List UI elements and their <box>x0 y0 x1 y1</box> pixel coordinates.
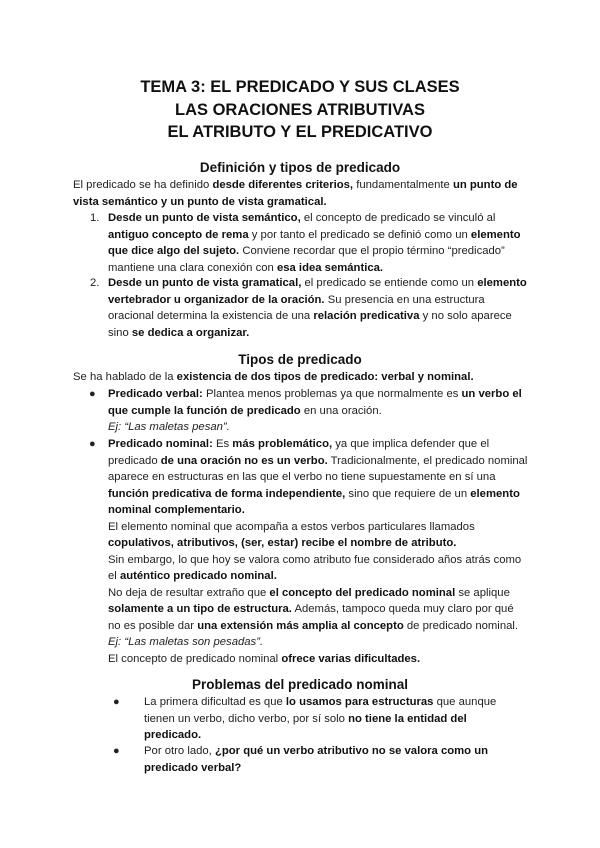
nominal-paragraph-4: No deja de resultar extraño que el concepto del predicado nominal se aplique solamente a un tipo de estructura. Además, tampoco queda muy claro por qué no es posible dar una extensión más amplia al concepto de predicado nominal. Ej: “Las maletas son pesadas”. <box>108 586 519 648</box>
list-item-verbo-atributivo: Por otro lado, ¿por qué un verbo atributivo no se valora como un predicado verbal? <box>144 745 489 774</box>
list-item-semantico: Desde un punto de vista semántico, el concepto de predicado se vinculó al antiguo concepto de rema y por tanto el predicado se definió como un elemento que dice algo del sujeto. Conviene recordar que el propio término “predicado” mantiene una clara conexión con esa idea semántica. <box>108 212 521 274</box>
list-item-gramatical: Desde un punto de vista gramatical, el predicado se entiende como un elemento vertebrador u organizador de la oración. Su presencia en una estructura oracional determina la existencia de una relación predicativa y no solo aparece sino se dedica a organizar. <box>108 277 527 339</box>
list-number-2: 2. <box>90 277 100 289</box>
list-item-primera-dificultad: La primera dificultad es que lo usamos para estructuras que aunque tienen un verbo, dicho verbo, por sí solo no tiene la entidad del predicado. <box>144 696 497 741</box>
document-title-line-1: TEMA 3: EL PREDICADO Y SUS CLASES <box>140 78 460 96</box>
document-title-line-3: EL ATRIBUTO Y EL PREDICATIVO <box>167 123 433 141</box>
list-number-1: 1. <box>90 212 100 224</box>
bullet-icon: ● <box>113 696 120 708</box>
section-heading-problemas: Problemas del predicado nominal <box>191 677 409 692</box>
bullet-icon: ● <box>89 438 96 450</box>
section-heading-definicion: Definición y tipos de predicado <box>199 160 401 175</box>
bullet-icon: ● <box>89 388 96 400</box>
document-title-line-2: LAS ORACIONES ATRIBUTIVAS <box>175 101 425 119</box>
list-item-predicado-nominal <box>108 436 528 667</box>
nominal-paragraph-1: Predicado nominal: Es más problemático, ya que implica defender que el predicado de una oración no es un verbo. Tradicionalmente, el predicado nominal aparece en estructuras en las que el verbo no tiene supuestamente en sí una función predicativa de forma independiente, sino que requiere de un elemento nominal complementario. <box>108 438 528 516</box>
section-2-intro: Se ha hablado de la existencia de dos tipos de predicado: verbal y nominal. <box>73 371 474 383</box>
list-item-predicado-verbal: Predicado verbal: Plantea menos problemas ya que normalmente es un verbo el que cumple la función de predicado en una oración. Ej: “Las maletas pesan”. <box>108 388 522 433</box>
section-1-intro: El predicado se ha definido desde diferentes criterios, fundamentalmente un punto de vista semántico y un punto de vista gramatical. <box>73 179 518 208</box>
nominal-paragraph-2: El elemento nominal que acompaña a estos verbos particulares llamados copulativos, atributivos, (ser, estar) recibe el nombre de atributo. <box>108 520 475 549</box>
nominal-paragraph-3: Sin embargo, lo que hoy se valora como atributo fue considerado años atrás como el auténtico predicado nominal. <box>108 553 522 582</box>
section-heading-tipos: Tipos de predicado <box>238 352 362 367</box>
nominal-paragraph-5: El concepto de predicado nominal ofrece varias dificultades. <box>108 652 421 665</box>
bullet-icon: ● <box>113 745 120 757</box>
